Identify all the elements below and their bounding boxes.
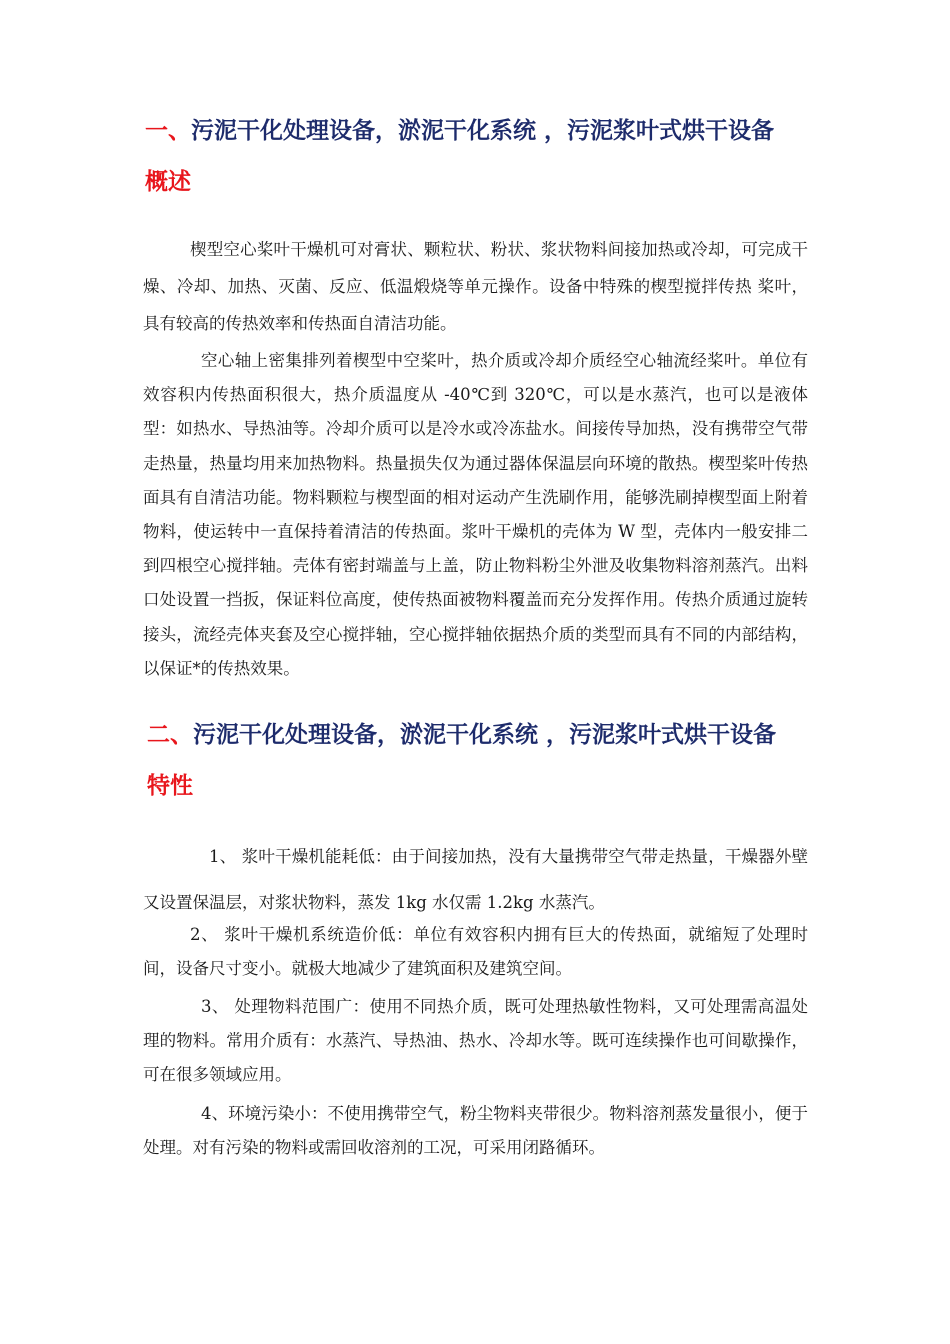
section2-heading-subtitle: 特性 <box>147 773 193 799</box>
feature-item-2: 2、 浆叶干燥机系统造价低：单位有效容积内拥有巨大的传热面，就缩短了处理时间，设备尺寸变小。就极大地减少了建筑面积及建筑空间。 <box>143 925 808 978</box>
section1-heading-title: 污泥干化处理设备，淤泥干化系统 ，污泥浆叶式烘干设备 <box>191 118 775 144</box>
section2-heading-title: 污泥干化处理设备，淤泥干化系统 ，污泥浆叶式烘干设备 <box>193 722 777 748</box>
feature-item-3: 3、 处理物料范围广：使用不同热介质，既可处理热敏性物料，又可处理需高温处理的物料。常用介质有：水蒸汽、导热油、热水、冷却水等。既可连续操作也可间歇操作，可在很多领域应用。 <box>143 997 808 1084</box>
section2-heading-number: 二、 <box>147 722 193 748</box>
section2-heading <box>147 710 827 812</box>
section1-heading <box>145 106 825 208</box>
feature-item-4: 4、环境污染小：不使用携带空气，粉尘物料夹带很少。物料溶剂蒸发量很小，便于处理。对有污染的物料或需回收溶剂的工况，可采用闭路循环。 <box>143 1104 808 1157</box>
section1-heading-number: 一、 <box>145 118 191 144</box>
overview-paragraph-2: 空心轴上密集排列着楔型中空桨叶，热介质或冷却介质经空心轴流经桨叶。单位有效容积内传热面积很大，热介质温度从 -40℃到 320℃，可以是水蒸汽，也可以是液体型：如热水、导热油等。冷却介质可以是冷水或冷冻盐水。间接传导加热，没有携带空气带走热量，热量均用来加热物料。热量损失仅为通过器体保温层向环境的散热。楔型桨叶传热面具有自清洁功能。物料颗粒与楔型面的相对运动产生洗刷作用，能够洗刷掉楔型面上附着物料，使运转中一直保持着清洁的传热面。浆叶干燥机的壳体为 W 型，壳体内一般安排二到四根空心搅拌轴。壳体有密封端盖与上盖，防止物料粉尘外泄及收集物料溶剂蒸汽。出料口处设置一挡扳，保证料位高度，使传热面被物料覆盖而充分发挥作用。传热介质通过旋转接头，流经壳体夹套及空心搅拌轴，空心搅拌轴依据热介质的类型而具有不同的内部结构，以保证*的传热效果。 <box>143 351 808 678</box>
overview-paragraph-1: 楔型空心桨叶干燥机可对膏状、颗粒状、粉状、浆状物料间接加热或冷却，可完成干燥、冷却、加热、灭菌、反应、低温煅烧等单元操作。设备中特殊的楔型搅拌传热 桨叶，具有较高的传热效率和传热面自清洁功能。 <box>143 240 808 333</box>
feature-item-1: 1、 浆叶干燥机能耗低：由于间接加热，没有大量携带空气带走热量，干燥器外壁又设置保温层，对浆状物料，蒸发 1kg 水仅需 1.2kg 水蒸汽。 <box>143 847 808 912</box>
section1-heading-subtitle: 概述 <box>145 169 191 195</box>
